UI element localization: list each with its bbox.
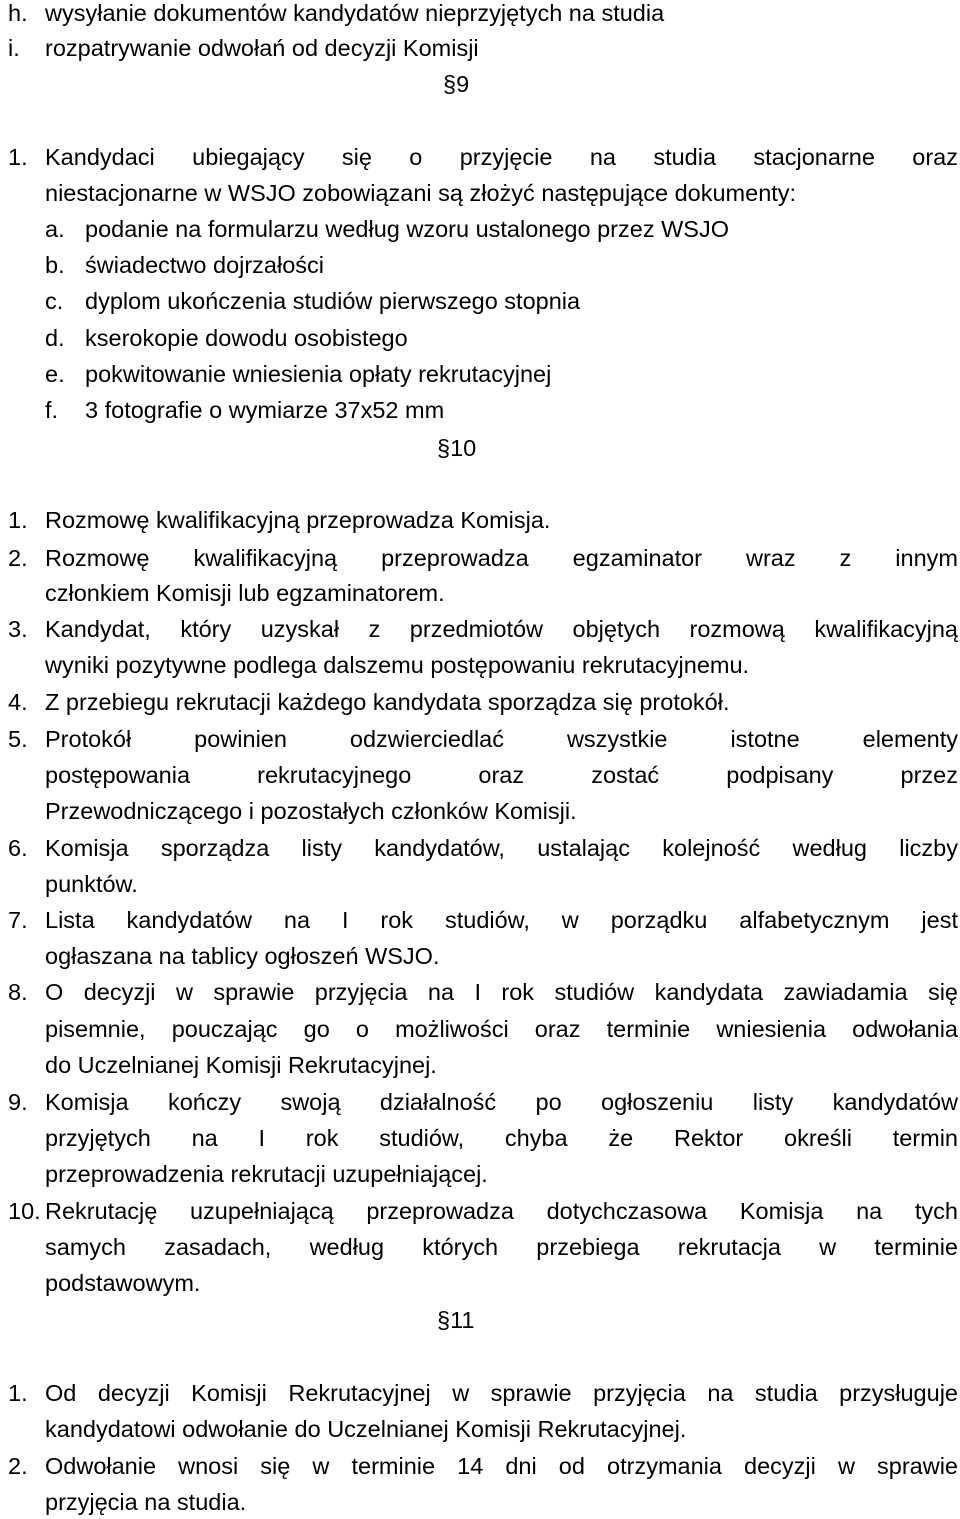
paragraph-number: 4. (8, 689, 28, 715)
paragraph-number: 6. (8, 835, 28, 861)
list-item-text: dyplom ukończenia studiów pierwszego stopnia (85, 288, 581, 314)
paragraph-line: Z przebiegu rekrutacji każdego kandydata sporządza się protokół. (45, 689, 730, 715)
paragraph-line: pisemnie, pouczając go o możliwości oraz terminie wniesienia odwołania (45, 1016, 958, 1042)
paragraph-line: ogłaszana na tablicy ogłoszeń WSJO. (45, 943, 440, 969)
list-item-text: pokwitowanie wniesienia opłaty rekrutacyjnej (85, 361, 552, 387)
paragraph-line: przeprowadzenia rekrutacji uzupełniającej. (45, 1161, 488, 1187)
paragraph-number: 9. (8, 1089, 28, 1115)
paragraph-line: przyjęcia na studia. (45, 1489, 247, 1515)
paragraph-number: 7. (8, 907, 28, 933)
paragraph-line: postępowania rekrutacyjnego oraz zostać podpisany przez (45, 762, 958, 788)
list-item-text: podanie na formularzu według wzoru ustalonego przez WSJO (85, 216, 729, 242)
paragraph-number: 10. (8, 1198, 41, 1224)
list-marker: d. (45, 325, 65, 351)
paragraph-line: Rozmowę kwalifikacyjną przeprowadza Komisja. (45, 507, 551, 533)
paragraph-line: podstawowym. (45, 1270, 201, 1296)
paragraph-line: członkiem Komisji lub egzaminatorem. (45, 580, 445, 606)
paragraph-number: 2. (8, 1453, 28, 1479)
paragraph-line: O decyzji w sprawie przyjęcia na I rok studiów kandydata zawiadamia się (45, 979, 958, 1005)
paragraph-number: 3. (8, 616, 28, 642)
paragraph-line: Kandydaci ubiegający się o przyjęcie na studia stacjonarne oraz (45, 144, 958, 170)
paragraph-number: 5. (8, 726, 28, 752)
list-item-text: świadectwo dojrzałości (85, 252, 325, 278)
section-heading: §11 (437, 1307, 475, 1333)
paragraph-line: kandydatowi odwołanie do Uczelnianej Komisji Rekrutacyjnej. (45, 1416, 687, 1442)
paragraph-line: Od decyzji Komisji Rekrutacyjnej w sprawie przyjęcia na studia przysługuje (45, 1380, 958, 1406)
list-marker: i. (8, 35, 20, 61)
list-marker: b. (45, 252, 65, 278)
section-heading: §9 (443, 71, 470, 97)
paragraph-line: Rekrutację uzupełniającą przeprowadza dotychczasowa Komisja na tych (45, 1198, 958, 1224)
paragraph-line: Przewodniczącego i pozostałych członków Komisji. (45, 798, 577, 824)
paragraph-line: Protokół powinien odzwierciedlać wszystkie istotne elementy (45, 726, 958, 752)
paragraph-number: 2. (8, 545, 28, 571)
list-marker: f. (45, 397, 59, 423)
list-marker: h. (8, 0, 28, 26)
paragraph-line: wyniki pozytywne podlega dalszemu postępowaniu rekrutacyjnemu. (45, 652, 750, 678)
paragraph-line: Kandydat, który uzyskał z przedmiotów objętych rozmową kwalifikacyjną (45, 616, 958, 642)
paragraph-line: przyjętych na I rok studiów, chyba że Rektor określi termin (45, 1125, 958, 1151)
section-heading: §10 (437, 435, 477, 461)
paragraph-number: 8. (8, 979, 28, 1005)
list-item-text: rozpatrywanie odwołań od decyzji Komisji (45, 35, 479, 61)
list-marker: e. (45, 361, 65, 387)
paragraph-line: Lista kandydatów na I rok studiów, w porządku alfabetycznym jest (45, 907, 958, 933)
paragraph-line: do Uczelnianej Komisji Rekrutacyjnej. (45, 1052, 437, 1078)
list-item-text: wysyłanie dokumentów kandydatów nieprzyjętych na studia (45, 0, 665, 26)
list-item-text: 3 fotografie o wymiarze 37x52 mm (85, 397, 445, 423)
paragraph-line: Komisja kończy swoją działalność po ogłoszeniu listy kandydatów (45, 1089, 958, 1115)
paragraph-number: 1. (8, 507, 28, 533)
list-item-text: kserokopie dowodu osobistego (85, 325, 408, 351)
paragraph-line: Rozmowę kwalifikacyjną przeprowadza egzaminator wraz z innym (45, 545, 958, 571)
paragraph-line: punktów. (45, 871, 138, 897)
paragraph-number: 1. (8, 144, 28, 170)
list-marker: a. (45, 216, 65, 242)
paragraph-line: niestacjonarne w WSJO zobowiązani są złożyć następujące dokumenty: (45, 180, 797, 206)
paragraph-line: samych zasadach, według których przebiega rekrutacja w terminie (45, 1234, 958, 1260)
list-marker: c. (45, 288, 64, 314)
paragraph-line: Odwołanie wnosi się w terminie 14 dni od otrzymania decyzji w sprawie (45, 1453, 958, 1479)
paragraph-line: Komisja sporządza listy kandydatów, ustalając kolejność według liczby (45, 835, 958, 861)
paragraph-number: 1. (8, 1380, 28, 1406)
